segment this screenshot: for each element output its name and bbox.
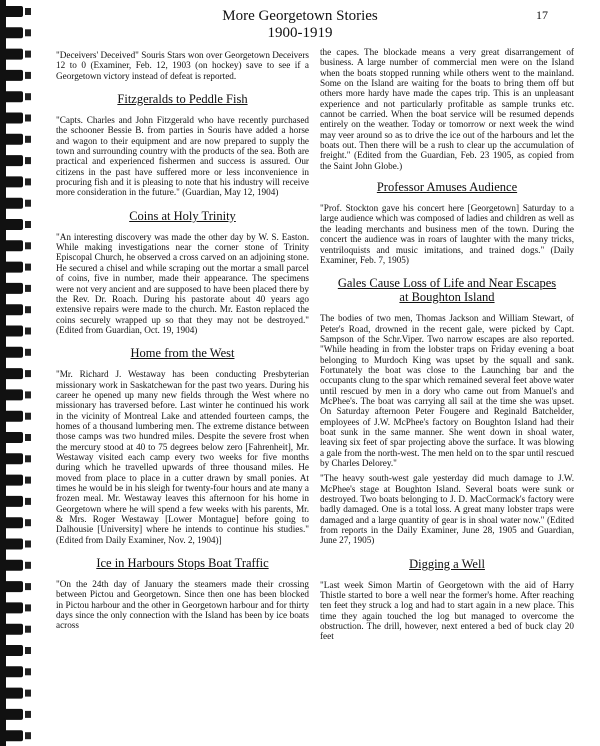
- binding-hole: [25, 136, 31, 143]
- heading-coins: Coins at Holy Trinity: [129, 208, 236, 223]
- binding-loop: [4, 113, 23, 124]
- binding-hole: [25, 434, 31, 441]
- binding-loop: [4, 666, 23, 677]
- binding-loop: [4, 262, 23, 273]
- binding-loop: [4, 155, 23, 166]
- heading-ice-harbours: Ice in Harbours Stops Boat Traffic: [96, 556, 269, 571]
- binding-hole: [25, 242, 31, 249]
- binding-loop: [4, 453, 23, 464]
- binding-hole: [25, 690, 31, 697]
- article-coins-body: "An interesting discovery was made the other day by W. S. Easton. While making investigations near the corner stone of Trinity Episcopal Church, he observed a cross carved on an adjoining stone. He secured a chisel and while scraping out the mortar a small parcel of coins, five in number, made their appearance. The specimens were not very ancient and are supposed to have been placed there by the Rev. Dr. Roach. During his pastorate about 40 years ago extensive repairs were made to the church. Mr. Easton replaced the coins securely wrapped up so that they may not be destroyed." (Edited from Guardian, Oct. 19, 1904): [56, 231, 309, 335]
- heading-professor: Professor Amuses Audience: [376, 180, 518, 195]
- binding-hole: [25, 519, 31, 526]
- binding-hole: [25, 93, 31, 100]
- book-title: More Georgetown Stories: [222, 8, 378, 24]
- heading-fitzgeralds: Fitzgeralds to Peddle Fish: [117, 92, 248, 107]
- article-fitzgeralds-body: "Capts. Charles and John Fitzgerald who have recently purchased the schooner Bessie B. from parties in Souris have added a horse and wagon to their equipment and are now prepared to supply the town and surrounding country with the products of the sea. Both are practical and experienced fishermen and success is assured. Our citizens in the past have suffered more or less inconvenience in procuring fish and it is pleasing to note that his industry will receive more consideration in the future." (Guardian, May 12, 1904): [56, 115, 309, 198]
- binding-hole: [25, 668, 31, 675]
- binding-loop: [4, 283, 23, 294]
- binding-loop: [4, 688, 23, 699]
- heading-gales-line1: Gales Cause Loss of Life and Near Escapes: [337, 276, 557, 291]
- binding-loop: [4, 539, 23, 550]
- binding-hole: [25, 477, 31, 484]
- binding-loop: [4, 49, 23, 60]
- binding-hole: [25, 51, 31, 58]
- article-professor-body: "Prof. Stockton gave his concert here [Georgetown] Saturday to a large audience which was composed of ladies and children as well as the leading merchants and business men of the town. During the concert the audience was in roars of laughter with the many tricks, ventriloquists and music imitations, and trained dogs." (Daily Examiner, Feb. 7, 1905): [320, 203, 574, 265]
- binding-loop: [4, 91, 23, 102]
- binding-hole: [25, 328, 31, 335]
- binding-hole: [25, 647, 31, 654]
- article-ice-harbours-body: "On the 24th day of January the steamers made their crossing between Pictou and Georgetown. Since then one has been blocked in Pictou harbour and the other in Georgetown harbour and for thirty days since the only connection with the Island has been by ice boats across: [56, 579, 309, 631]
- binding-loop: [4, 240, 23, 251]
- page-header: [0, 8, 600, 42]
- heading-well: Digging a Well: [409, 556, 485, 571]
- binding-hole: [25, 711, 31, 718]
- heading-gales: [320, 276, 574, 304]
- heading-home-west: Home from the West: [130, 346, 235, 361]
- binding-loop: [4, 496, 23, 507]
- binding-loop: [4, 347, 23, 358]
- book-years: 1900-1919: [267, 25, 333, 41]
- binding-hole: [25, 562, 31, 569]
- binding-hole: [25, 264, 31, 271]
- binding-loop: [4, 581, 23, 592]
- spiral-binding: [0, 0, 42, 746]
- binding-loop: [4, 411, 23, 422]
- continuation-paragraph: the capes. The blockade means a very great disarrangement of business. A large number of commercial men were on the Island when the boats stopped running while others went to the mainland. Some on the Island are waiting for the boats to bring them off but others more hardy have made the capes trip. This is an unpleasant experience and not particularly profitable as sample trunks etc. cannot be carried. When the boat service will be resumed depends entirely on the weather. Today or tomorrow or next week the wind may veer around so as to drive the ice out of the harbours and let the boats out. Then there will be a rush to clear up the accumulation of freight." (Edited from the Guardian, Feb. 23 1905, as copied from the Saint John Globe.): [320, 47, 574, 171]
- binding-loop: [4, 368, 23, 379]
- binding-loop: [4, 475, 23, 486]
- binding-loop: [4, 560, 23, 571]
- binding-hole: [25, 391, 31, 398]
- intro-paragraph: "Deceivers' Deceived" Souris Stars won over Georgetown Deceivers 12 to 0 (Examiner, Feb. 12, 1903 (on hockey) save to see if a Georgetown victory instead of defeat is reported.: [56, 50, 309, 81]
- binding-hole: [25, 413, 31, 420]
- binding-hole: [25, 157, 31, 164]
- binding-hole: [25, 541, 31, 548]
- binding-hole: [25, 221, 31, 228]
- binding-loop: [4, 389, 23, 400]
- binding-hole: [25, 626, 31, 633]
- binding-hole: [25, 285, 31, 292]
- binding-loop: [4, 730, 23, 741]
- binding-hole: [25, 370, 31, 377]
- article-well-body: "Last week Simon Martin of Georgetown with the aid of Harry Thistle started to bore a well near the former's home. After reaching ten feet they struck a log and had to start again in a new place. This time they again touched the log but managed to overcome the obstruction. The drill, however, next entered a bed of buck clay 20 feet: [320, 579, 574, 642]
- page-number: 17: [536, 8, 548, 22]
- heading-gales-line2: at Boughton Island: [399, 290, 495, 305]
- binding-loop: [4, 219, 23, 230]
- binding-hole: [25, 349, 31, 356]
- binding-hole: [25, 604, 31, 611]
- binding-hole: [25, 498, 31, 505]
- article-gales-body-2: "The heavy south-west gale yesterday did much damage to J.W. McPhee's stage at Boughton Island. Several boats were sunk or destroyed. Two boats belonging to J. D. MacCormack's factory were badly damaged. One is a total loss. A great many lobster traps were damaged and a large quantity of gear is in shoal water now." (Edited from reports in the Daily Examiner, June 28, 1905 and Guardian, June 27, 1905): [320, 473, 574, 546]
- binding-loop: [4, 624, 23, 635]
- binding-loop: [4, 432, 23, 443]
- binding-loop: [4, 326, 23, 337]
- binding-loop: [4, 709, 23, 720]
- binding-hole: [25, 178, 31, 185]
- binding-hole: [25, 455, 31, 462]
- article-gales-body-1: The bodies of two men, Thomas Jackson and William Stewart, of Peter's Road, drowned in the recent gale, were picked by Capt. Sampson of the Schr.Viper. Two narrow escapes are also reported. "While heading in from the lobster traps on Friday evening a boat belonging to Murdoch King was upset by the squall and sank. Fortunately the boat was close to the Launching bar and the occupants clung to the spar which remained several feet above water until rescued by men in a dory who came out from Manuel's and McPhee's. The boat was carrying all sail at the time she was upset. On Saturday afternoon Peter Fougere and Reginald Batchelder, employees of J.W. McPhee's factory on Boughton Island had their boat sunk in the same manner. She went down in shoal water, leaving six feet of spar projecting above the surface. It was blowing a gale from the north-west. The men held on to the spar until rescued by Charles Delorey.": [320, 313, 574, 468]
- binding-hole: [25, 306, 31, 313]
- binding-hole: [25, 732, 31, 739]
- binding-loop: [4, 198, 23, 209]
- binding-loop: [4, 304, 23, 315]
- binding-loop: [4, 602, 23, 613]
- binding-hole: [25, 200, 31, 207]
- right-column: [320, 47, 574, 746]
- binding-loop: [4, 176, 23, 187]
- binding-hole: [25, 115, 31, 122]
- binding-hole: [25, 583, 31, 590]
- binding-loop: [4, 645, 23, 656]
- left-column: [56, 50, 309, 746]
- binding-hole: [25, 72, 31, 79]
- binding-loop: [4, 134, 23, 145]
- binding-loop: [4, 517, 23, 528]
- article-home-west-body: "Mr. Richard J. Westaway has been conducting Presbyterian missionary work in Saskatchewan for the past two years. During his career he opened up many new fields through the West where no missionary has traversed before. Last winter he continued his work in the vicinity of Montreal Lake and attended fourteen camps, the homes of a thousand lumbering men. The extreme distance between those camps was two hundred miles. Despite the severe frost when the mercury stood at 40 to 75 degrees below zero [Fahrenheit], Mr. Westaway visited each camp every two weeks for five months during which he travelled upwards of three thousand miles. He moved from place to place in a cutter drawn by small ponies. At times he would be in his sleigh for twenty-four hours and ate many a frozen meal. Mr. Westaway leaves this afternoon for his home in Georgetown where he will spend a few weeks with his parents, Mr. & Mrs. Roger Westaway [Lower Montague] before going to Dalhousie [University] where he intends to continue his studies." (Edited from Daily Examiner, Nov. 2, 1904)]: [56, 369, 309, 545]
- binding-loop: [4, 70, 23, 81]
